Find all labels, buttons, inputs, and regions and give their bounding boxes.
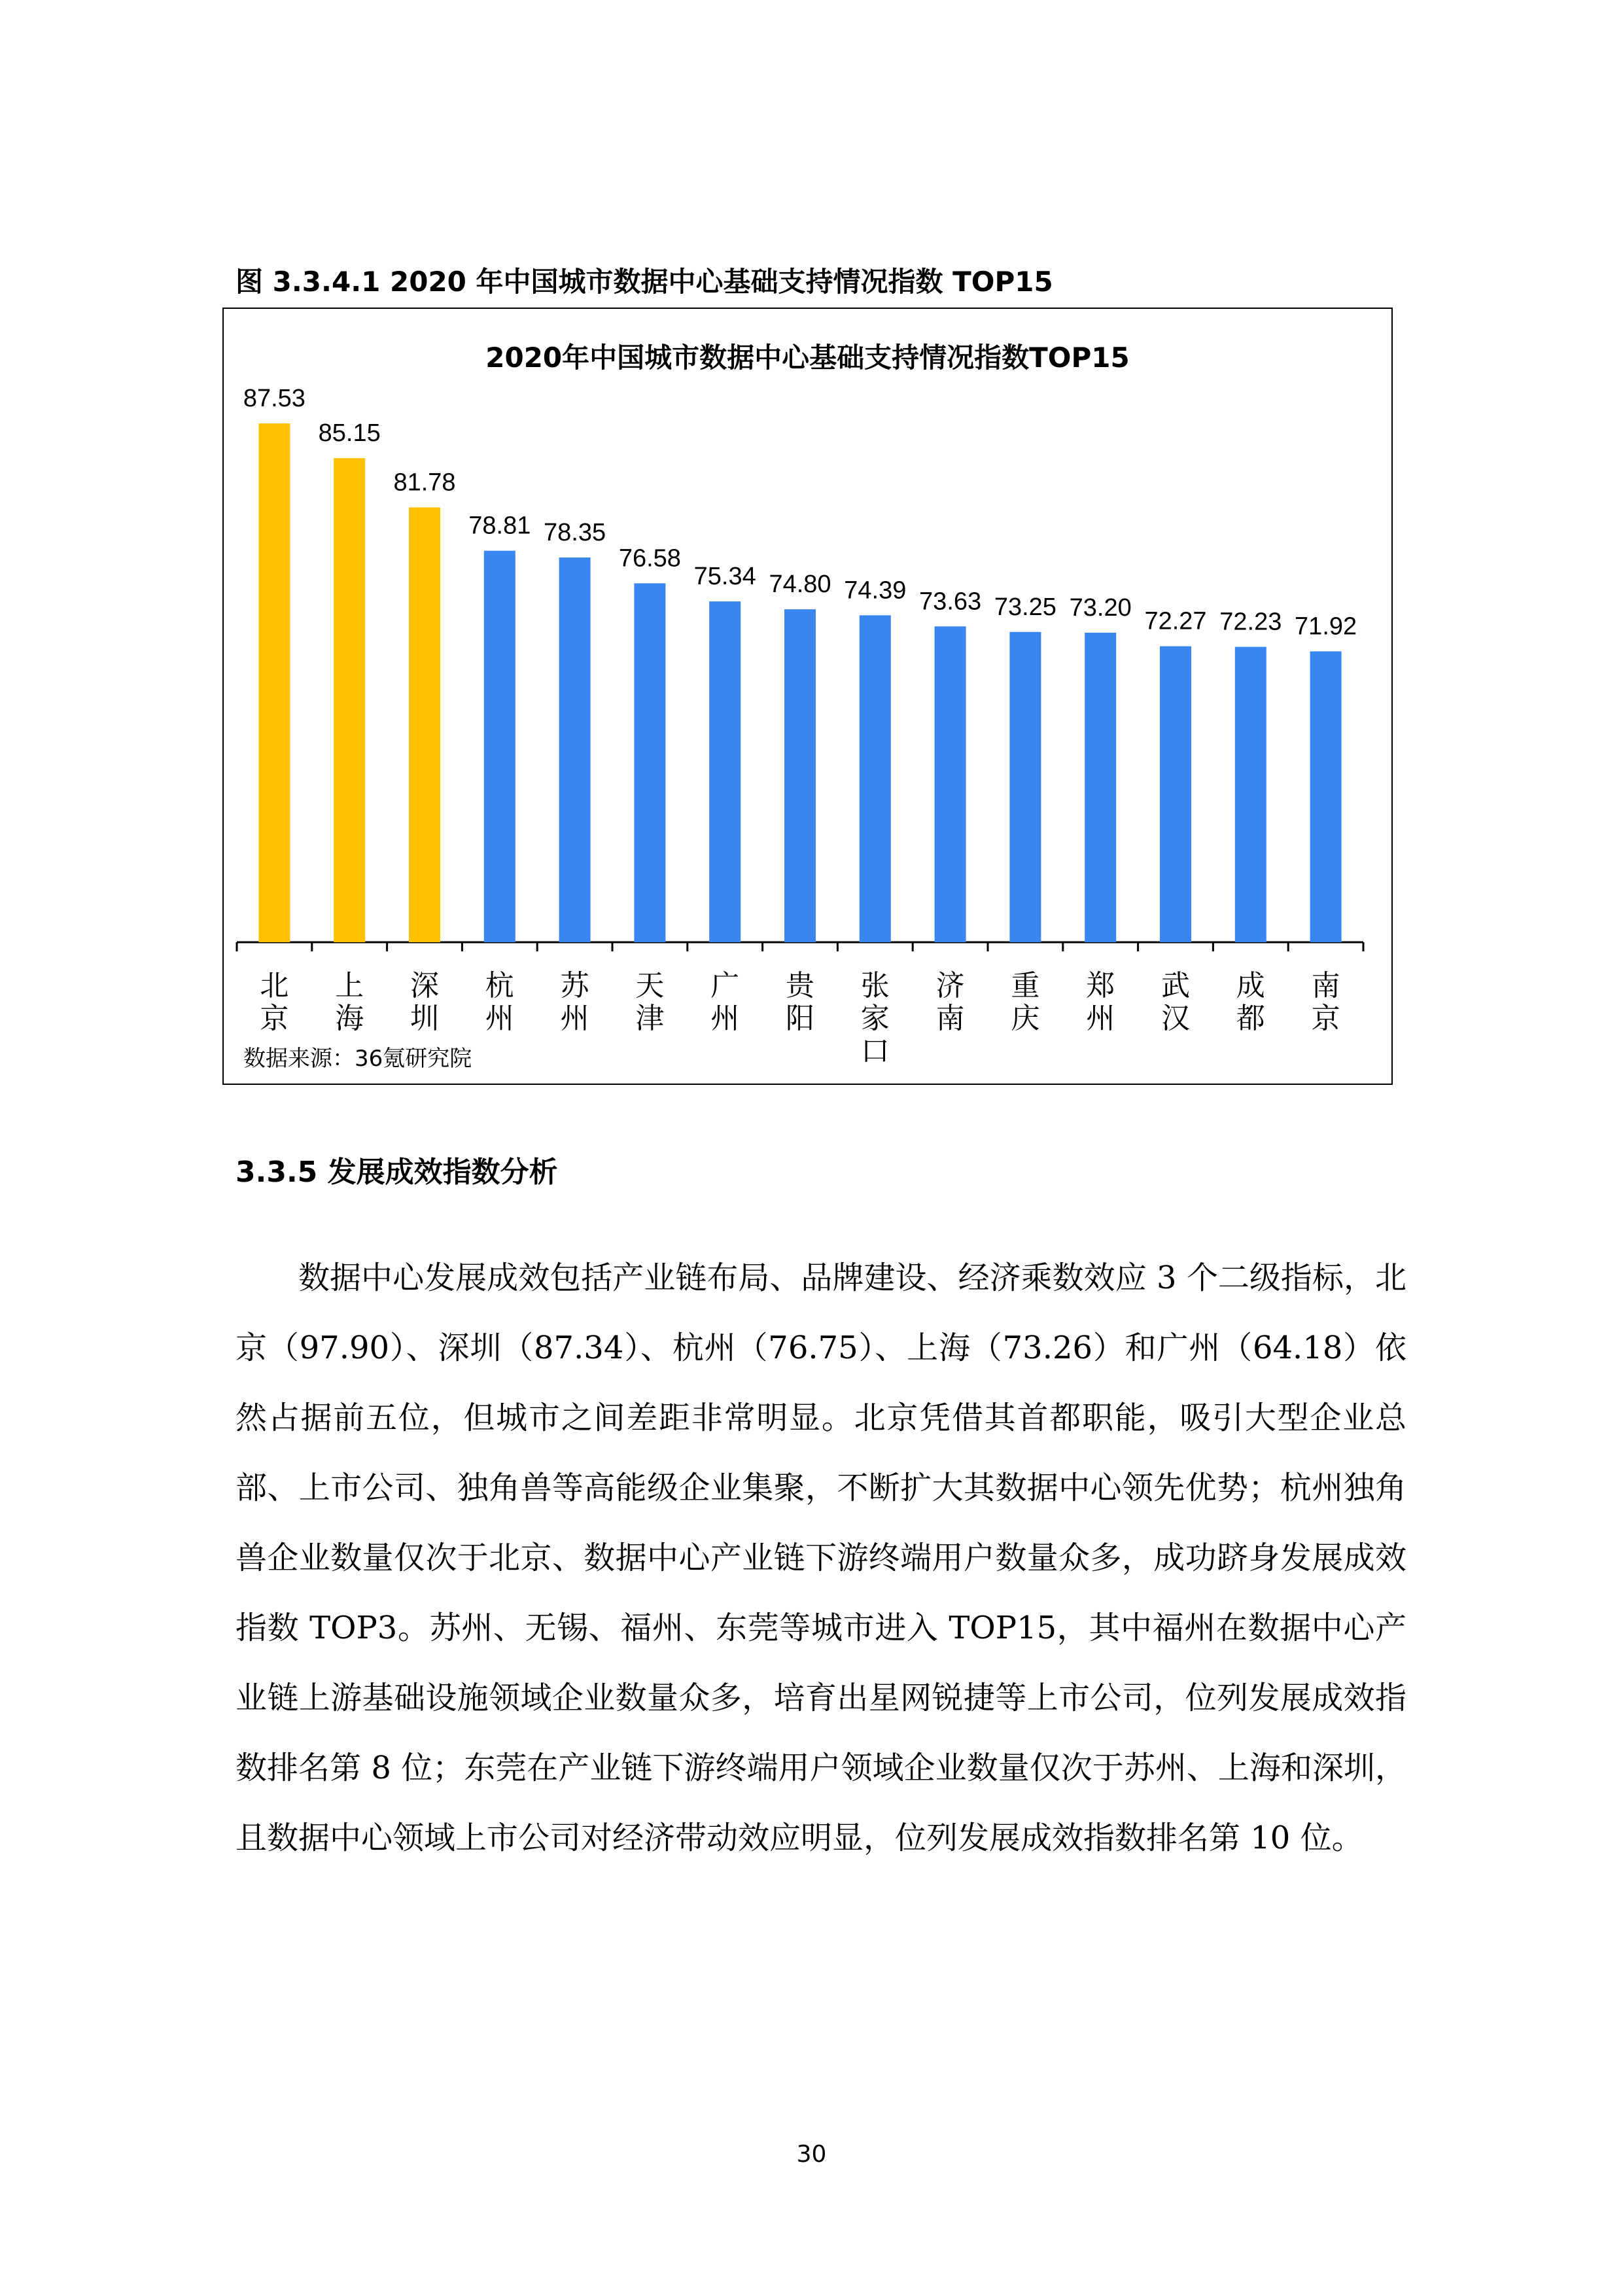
bar-value-label: 78.35 (544, 518, 606, 546)
body-paragraph: 数据中心发展成效包括产业链布局、品牌建设、经济乘数效应 3 个二级指标，北京（97.90）、深圳（87.34）、杭州（76.75）、上海（73.26）和广州（64.18）依然占据前五位，但城市之间差距非常明显。北京凭借其首都职能，吸引大型企业总部、上市公司、独角兽等高能级企业集聚，不断扩大其数据中心领先优势；杭州独角兽企业数量仅次于北京、数据中心产业链下游终端用户数量众多，成功跻身发展成效指数 TOP3。苏州、无锡、福州、东莞等城市进入 TOP15，其中福州在数据中心产业链上游基础设施领域企业数量众多，培育出星网锐捷等上市公司，位列发展成效指数排名第 8 位；东莞在产业链下游终端用户领域企业数量仅次于苏州、上海和深圳，且数据中心领域上市公司对经济带动效应明显，位列发展成效指数排名第 10 位。 (236, 1260, 1406, 1856)
category-label: 成 都 (1236, 969, 1265, 1035)
bar (1009, 632, 1041, 942)
bar-value-label: 73.20 (1069, 593, 1132, 622)
category-label: 济 南 (935, 969, 965, 1035)
category-label: 广 州 (710, 969, 740, 1035)
category-label: 武 汉 (1161, 969, 1190, 1035)
bar (709, 601, 741, 942)
bar-value-label: 75.34 (693, 563, 756, 591)
bar-value-label: 87.53 (243, 385, 305, 413)
section-heading: 3.3.5 发展成效指数分析 (236, 1156, 558, 1189)
bar-value-label: 72.23 (1219, 608, 1282, 636)
bar-chart (224, 309, 1391, 1084)
bar (1085, 633, 1116, 942)
bar (409, 507, 440, 942)
chart-title: 2020年中国城市数据中心基础支持情况指数TOP15 (485, 342, 1130, 374)
category-label: 贵 阳 (786, 969, 814, 1035)
bar (484, 551, 515, 942)
bar (1310, 651, 1342, 942)
bar-value-label: 71.92 (1295, 612, 1357, 641)
category-label: 重 庆 (1011, 969, 1040, 1035)
category-label: 天 津 (635, 969, 665, 1035)
bar (1160, 646, 1191, 942)
bar (634, 583, 665, 942)
figure-caption: 图 3.3.4.1 2020 年中国城市数据中心基础支持情况指数 TOP15 (236, 266, 1053, 298)
category-label: 张 家 口 (860, 969, 890, 1068)
bar-value-label: 81.78 (393, 468, 456, 497)
category-label: 郑 州 (1086, 969, 1115, 1035)
bar-value-label: 72.27 (1144, 607, 1207, 635)
chart-container (222, 308, 1393, 1085)
category-label: 北 京 (260, 969, 289, 1035)
category-label: 苏 州 (560, 969, 589, 1035)
category-label: 深 圳 (410, 969, 439, 1035)
bar-value-label: 76.58 (618, 544, 681, 573)
chart-source: 数据来源：36氪研究院 (243, 1046, 472, 1072)
bar (1235, 647, 1266, 942)
bar (559, 557, 591, 942)
bar (935, 626, 966, 942)
category-label: 上 海 (335, 969, 364, 1035)
bar-value-label: 85.15 (318, 419, 381, 448)
category-label: 杭 州 (485, 969, 514, 1035)
bar-value-label: 73.25 (994, 593, 1056, 621)
bar-value-label: 74.80 (769, 571, 831, 599)
bar-value-label: 78.81 (468, 512, 531, 540)
bar-value-label: 73.63 (919, 588, 982, 616)
bar (784, 609, 816, 942)
bar-value-label: 74.39 (844, 576, 907, 605)
page-number: 30 (796, 2141, 827, 2168)
bar (860, 615, 891, 942)
category-label: 南 京 (1311, 969, 1340, 1035)
bar (334, 458, 365, 942)
bar (258, 423, 290, 942)
